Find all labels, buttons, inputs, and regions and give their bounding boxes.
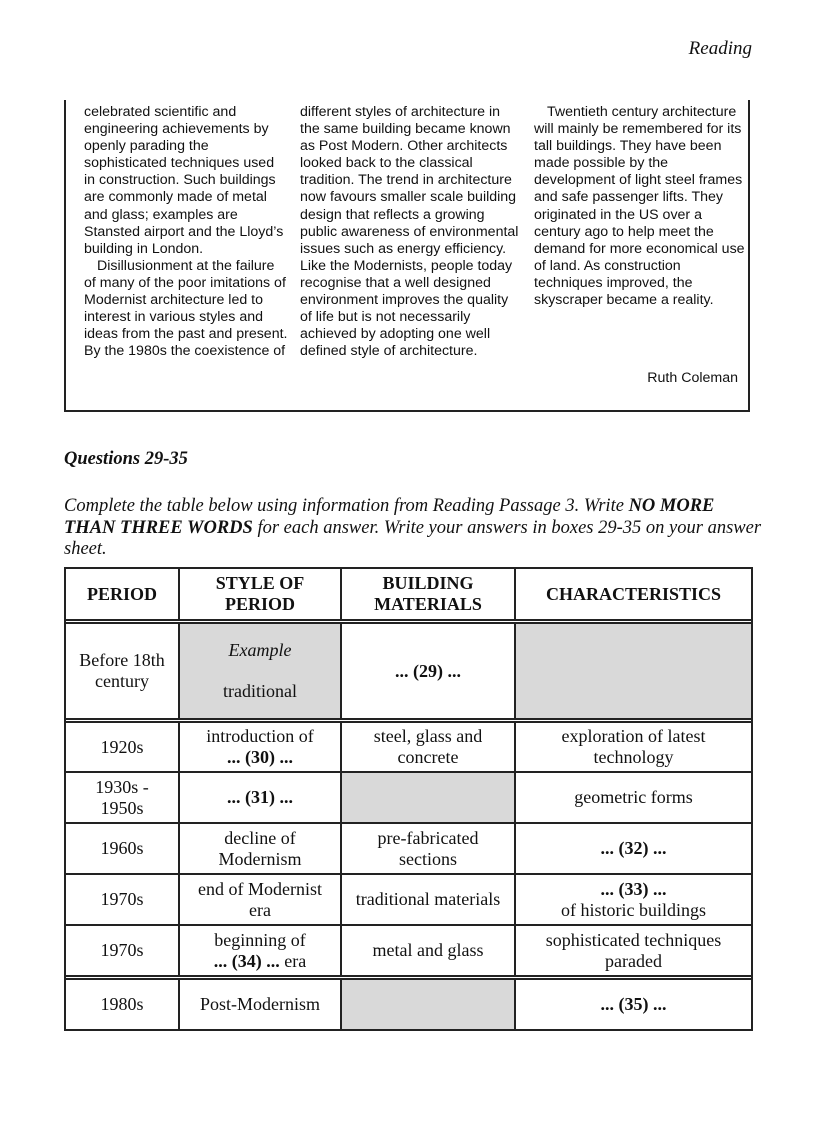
cell-style: Example traditional <box>179 623 341 719</box>
passage-column-3 <box>534 104 746 309</box>
instructions-text: Complete the table below using information from Reading Passage 3. Write <box>64 496 629 516</box>
passage-paragraph: Disillusionment at the failure of many of the poor imitations of Modernist architecture led to interest in various styles and ideas from the past and present. By the 1980s the coexistence of <box>84 257 288 360</box>
table-row <box>65 623 752 719</box>
answer-gap-33: ... (33) ... <box>600 878 667 899</box>
cell-characteristics: sophisticated techniques paraded <box>515 925 752 976</box>
table-row <box>65 874 752 925</box>
cell-materials: metal and glass <box>341 925 515 976</box>
table-row <box>65 925 752 976</box>
cell-materials: steel, glass and concrete <box>341 722 515 772</box>
header-style: STYLE OF PERIOD <box>179 568 341 620</box>
cell-period: 1970s <box>65 874 179 925</box>
answer-gap-29: ... (29) ... <box>341 623 515 719</box>
table-row <box>65 722 752 772</box>
running-head: Reading <box>688 38 752 59</box>
answer-gap-30: ... (30) ... <box>227 747 293 767</box>
passage-paragraph: celebrated scientific and engineering achievements by openly parading the sophisticated techniques used in construction. Such buildings are commonly made of metal and glass; examples are Stansted airport and the Lloyd’s building in London. <box>84 104 284 257</box>
cell-characteristics: exploration of latest technology <box>515 722 752 772</box>
cell-characteristics <box>515 623 752 719</box>
cell-style: end of Modernist era <box>179 874 341 925</box>
cell-period: 1930s - 1950s <box>65 772 179 823</box>
cell-period: Before 18th century <box>65 623 179 719</box>
cell-style: introduction of ... (30) ... <box>179 722 341 772</box>
cell-characteristics: geometric forms <box>515 772 752 823</box>
cell-materials: traditional materials <box>341 874 515 925</box>
passage-paragraph: different styles of architecture in the same building became known as Post Modern. Other architects looked back to the classical tradition. The trend in architecture now favours smaller scale building design that reflects a growing public awareness of environmental issues such as energy efficiency. Like the Modernists, people today recognise that a well designed environment improves the quality of life but is not necessarily achieved by adopting one well defined style of architecture. <box>300 104 519 360</box>
answer-gap-35: ... (35) ... <box>515 979 752 1030</box>
answer-gap-32: ... (32) ... <box>515 823 752 874</box>
instructions <box>64 496 764 561</box>
answer-gap-34: ... (34) ... <box>213 950 280 971</box>
passage-column-1 <box>84 104 289 360</box>
reading-passage <box>64 100 750 412</box>
cell-period: 1960s <box>65 823 179 874</box>
header-period: PERIOD <box>65 568 179 620</box>
cell-characteristics: ... (33) ... of historic buildings <box>515 874 752 925</box>
example-label: Example <box>228 640 292 660</box>
passage-paragraph: Twentieth century architecture will mainly be remembered for its tall buildings. They have been made possible by the development of light steel frames and safe passenger lifts. They originated in the US over a century ago to help meet the demand for more economical use of land. As construction techniques improved, the skyscraper became a reality. <box>534 104 745 309</box>
completion-table <box>64 567 753 1031</box>
table-row <box>65 823 752 874</box>
header-characteristics: CHARACTERISTICS <box>515 568 752 620</box>
table-header-row <box>65 568 752 620</box>
cell-materials <box>341 979 515 1030</box>
cell-period: 1980s <box>65 979 179 1030</box>
questions-heading: Questions 29-35 <box>64 449 188 469</box>
answer-gap-31: ... (31) ... <box>179 772 341 823</box>
cell-period: 1920s <box>65 722 179 772</box>
cell-period: 1970s <box>65 925 179 976</box>
cell-style: beginning of ... (34) ... era <box>179 925 341 976</box>
header-materials: BUILDING MATERIALS <box>341 568 515 620</box>
instructions-word-limit: NO MORE THAN THREE WORDS <box>64 496 715 538</box>
cell-materials: pre-fabricated sections <box>341 823 515 874</box>
passage-column-2 <box>300 104 522 360</box>
cell-style: Post-Modernism <box>179 979 341 1030</box>
instructions-text: for each answer. Write your answers in boxes 29-35 on your answer sheet. <box>64 517 762 559</box>
table-row <box>65 772 752 823</box>
cell-style: decline of Modernism <box>179 823 341 874</box>
cell-materials <box>341 772 515 823</box>
table-row <box>65 979 752 1030</box>
author-name: Ruth Coleman <box>647 370 738 386</box>
